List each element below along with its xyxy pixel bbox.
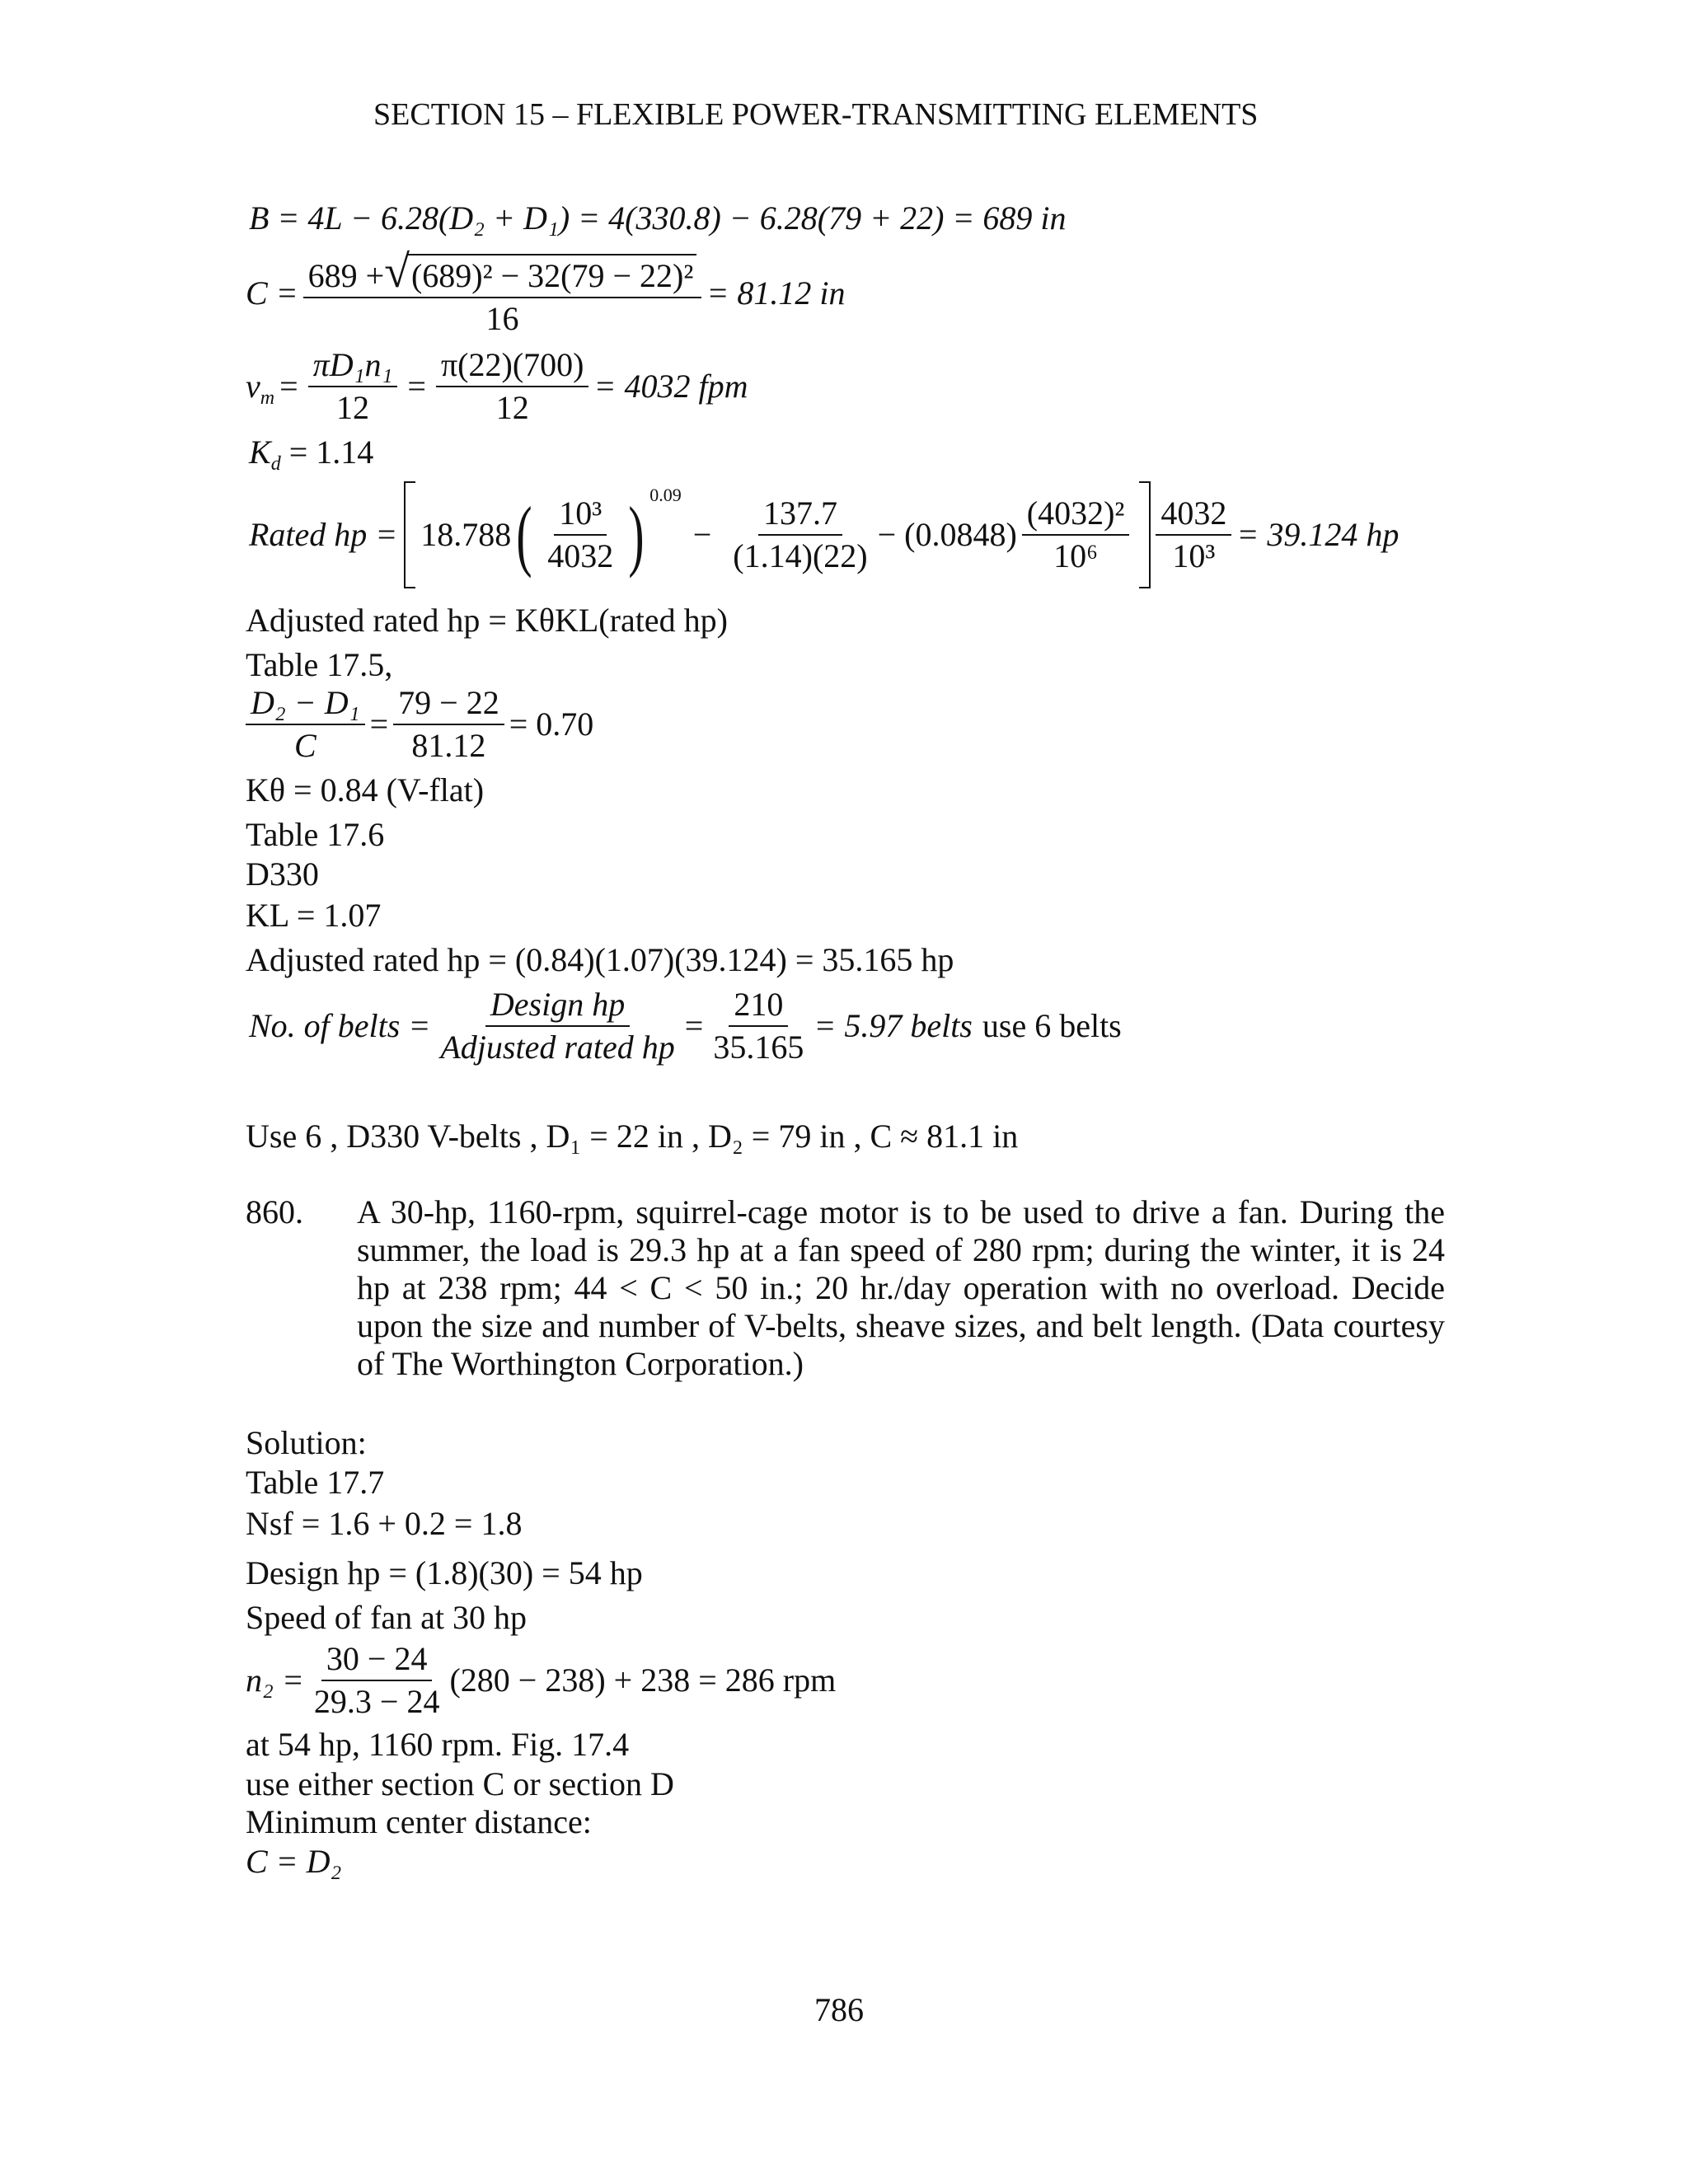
- c-num-a: 689 +: [307, 257, 385, 294]
- rated-fraction-3: $\frac{\text{(4032)²}}{\text{10⁶}}$: [1022, 494, 1130, 575]
- page-number: 786: [814, 1991, 864, 2028]
- vm-fraction-2: $\frac{\pi(22)(700)}{12}$: [436, 346, 588, 427]
- solution-line-d: C = D₂: [246, 1843, 342, 1880]
- vm-rhs: = 4032 fpm: [593, 368, 748, 405]
- ratio-rhs: = 0.70: [509, 705, 594, 743]
- rated-fraction-1: $\frac{\text{10³}}{4032}$: [547, 494, 614, 574]
- page-header: SECTION 15 – FLEXIBLE POWER-TRANSMITTING ELEMENTS: [373, 97, 1259, 132]
- d330-label: D330: [246, 855, 319, 893]
- use-summary: Use 6 , D330 V-belts , D₁ = 22 in , D₂ = 79 in , C ≈ 81.1 in: [246, 1118, 1019, 1155]
- solution-line-b: use either section C or section D: [246, 1765, 674, 1802]
- belts-lhs: No. of belts =: [249, 1007, 431, 1044]
- rated-fraction-2: $\frac{137.7}{(1.14)(22)}$: [733, 494, 868, 574]
- c-den: 16: [485, 300, 519, 337]
- rated-coef: 18.788: [420, 516, 512, 553]
- n2-fraction: $\frac{30 - 24}{29.3 - 24}$: [313, 1640, 440, 1720]
- k-theta: Kθ = 0.84 (V-flat): [246, 771, 485, 808]
- design-hp: Design hp = (1.8)(30) = 54 hp: [246, 1554, 643, 1591]
- vm-fraction-1: $\frac{\text{πD₁n₁}}{12}$: [308, 346, 398, 427]
- problem-number: 860.: [246, 1193, 303, 1230]
- left-bracket: [404, 481, 415, 588]
- rated-fraction-4: $\frac{4032}{\text{10³}}$: [1156, 494, 1231, 575]
- rated-exponent: 0.09: [649, 485, 682, 505]
- problem-statement: A 30-hp, 1160-rpm, squirrel-cage motor is to be used to drive a fan. During the summer, the load is 29.3 hp at a fan speed of 280 rpm; during the winter, it is 24 hp at 238 rpm; 44 < C < 50 in.; 20 hr./day operation with no overload. Decide upon the size and number of V-belts, sheave sizes, and belt length. (Data courtesy of The Worthington Corporation.): [357, 1193, 1445, 1382]
- belts-fraction-2: $\frac{210}{35.165}$: [713, 986, 804, 1066]
- rated-coef2: − (0.0848): [877, 516, 1017, 553]
- solution-line-c: Minimum center distance:: [246, 1803, 592, 1840]
- sqrt-symbol: √ (689)² − 32(79 − 22)²: [384, 249, 696, 295]
- k-l: KL = 1.07: [246, 897, 382, 934]
- equation-kd: $K_d = 1.14$: [249, 434, 374, 475]
- equation-ratio: $\frac{\text{D₂ − D₁}}{C}$ = $\frac{79 - 22}{81.12}$ = 0.70: [241, 684, 593, 765]
- ratio-fraction-1: $\frac{\text{D₂ − D₁}}{C}$: [246, 684, 365, 765]
- belts-rhs: = 5.97 belts: [814, 1007, 973, 1044]
- table-17-5: Table 17.5,: [246, 646, 393, 683]
- c-rhs: = 81.12 in: [706, 274, 846, 312]
- belts-use: use 6 belts: [982, 1007, 1122, 1044]
- vm-lhs: $v_m$: [246, 368, 275, 409]
- adjusted-value: Adjusted rated hp = (0.84)(1.07)(39.124) = 35.165 hp: [246, 941, 954, 978]
- equation-rated-hp: Rated hp = 18.788 ( $\frac{\text{10³}}{4032}$ ) 0.09 − $\frac{137.7}{(1.14)(22)}$ − (0.0848) $\frac{\text{(4032)²}}{\text{10⁶}}$ $\frac{4032}{\text{10³}}$ = 39.124 hp: [249, 481, 1399, 588]
- solution-heading: Solution:: [246, 1424, 367, 1461]
- adjusted-definition: Adjusted rated hp = KθKL(rated hp): [246, 602, 728, 639]
- c-radicand: (689)² − 32(79 − 22)²: [408, 254, 696, 295]
- c-fraction: [303, 246, 702, 338]
- c-lhs: C =: [246, 274, 298, 312]
- n-sf: Nsf = 1.6 + 0.2 = 1.8: [246, 1505, 523, 1542]
- equation-c: [246, 246, 846, 338]
- n2-rhs: (280 − 238) + 238 = 286 rpm: [449, 1661, 837, 1699]
- rated-lhs: Rated hp =: [249, 516, 398, 553]
- equation-vm: $v_m$ = $\frac{\text{πD₁n₁}}{12}$ = $\frac{\pi(22)(700)}{12}$ = 4032 fpm: [246, 346, 748, 426]
- table-17-6: Table 17.6: [246, 816, 385, 853]
- ratio-fraction-2: $\frac{79 - 22}{81.12}$: [393, 684, 504, 765]
- rated-rhs: = 39.124 hp: [1236, 516, 1400, 553]
- equation-n2: [246, 1640, 836, 1721]
- right-bracket: [1139, 481, 1151, 588]
- equation-belts: No. of belts = $\frac{\text{Design hp}}{\text{Adjusted rated hp}}$ = $\frac{210}{35.165}$ = 5.97 belts use 6 belts: [249, 986, 1122, 1066]
- table-17-7: Table 17.7: [246, 1464, 385, 1501]
- solution-line-a: at 54 hp, 1160 rpm. Fig. 17.4: [246, 1726, 630, 1763]
- belts-fraction-1: $\frac{\text{Design hp}}{\text{Adjusted rated hp}}$: [440, 986, 675, 1066]
- equation-b: B = 4L − 6.28(D₂ + D₁) = 4(330.8) − 6.28(79 + 22) = 689 in: [249, 199, 1067, 237]
- speed-label: Speed of fan at 30 hp: [246, 1599, 528, 1636]
- n2-lhs: n₂ =: [246, 1661, 304, 1699]
